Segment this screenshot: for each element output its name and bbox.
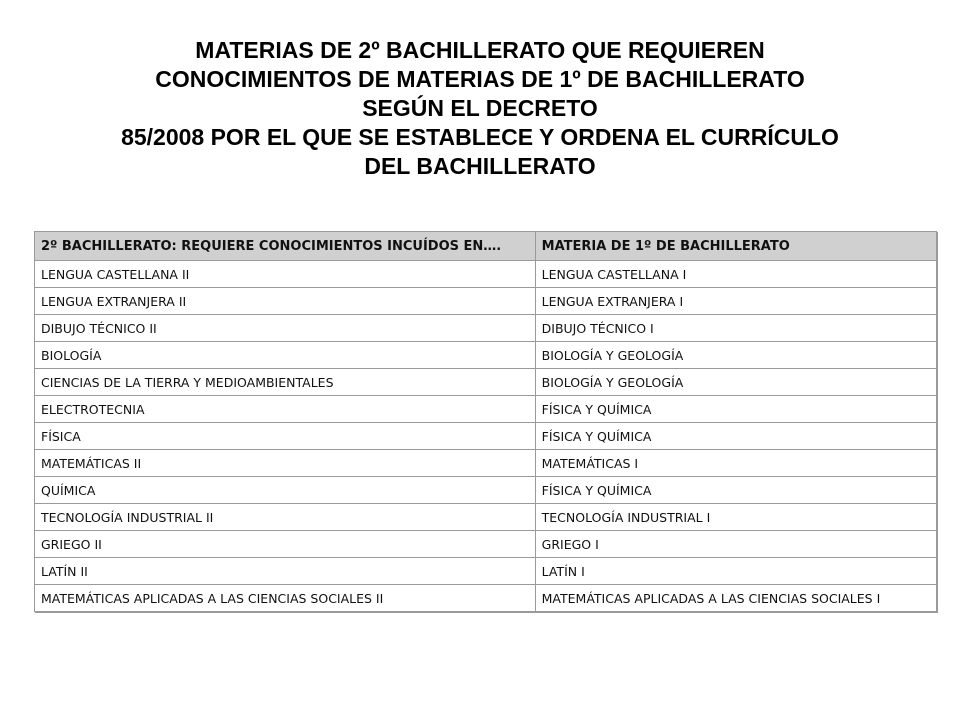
table-row [35, 585, 937, 612]
table-row [35, 396, 937, 423]
subject-2nd: BIOLOGÍA [35, 342, 536, 369]
table-row [35, 261, 937, 288]
subject-2nd: LATÍN II [35, 558, 536, 585]
subject-2nd: QUÍMICA [35, 477, 536, 504]
title-line-2: CONOCIMIENTOS DE MATERIAS DE 1º DE BACHILLERATO [155, 66, 805, 92]
subject-2nd: MATEMÁTICAS APLICADAS A LAS CIENCIAS SOCIALES II [35, 585, 536, 612]
slide-title [40, 36, 920, 181]
subject-1st: GRIEGO I [535, 531, 936, 558]
header-2nd-bachillerato: 2º BACHILLERATO: REQUIERE CONOCIMIENTOS INCUÍDOS EN…. [35, 232, 536, 261]
table-row [35, 315, 937, 342]
subject-1st: BIOLOGÍA Y GEOLOGÍA [535, 342, 936, 369]
title-line-1: MATERIAS DE 2º BACHILLERATO QUE REQUIEREN [195, 37, 765, 63]
subject-2nd: ELECTROTECNIA [35, 396, 536, 423]
subject-1st: DIBUJO TÉCNICO I [535, 315, 936, 342]
subject-1st: FÍSICA Y QUÍMICA [535, 423, 936, 450]
subject-2nd: GRIEGO II [35, 531, 536, 558]
subject-1st: MATEMÁTICAS APLICADAS A LAS CIENCIAS SOCIALES I [535, 585, 936, 612]
subject-2nd: CIENCIAS DE LA TIERRA Y MEDIOAMBIENTALES [35, 369, 536, 396]
table-row [35, 477, 937, 504]
table-row [35, 450, 937, 477]
subject-1st: LENGUA CASTELLANA I [535, 261, 936, 288]
title-line-3: SEGÚN EL DECRETO [362, 95, 598, 121]
subject-1st: FÍSICA Y QUÍMICA [535, 477, 936, 504]
subject-1st: LATÍN I [535, 558, 936, 585]
header-1st-bachillerato: MATERIA DE 1º DE BACHILLERATO [535, 232, 936, 261]
subject-2nd: LENGUA CASTELLANA II [35, 261, 536, 288]
subject-2nd: DIBUJO TÉCNICO II [35, 315, 536, 342]
subject-2nd: FÍSICA [35, 423, 536, 450]
subject-1st: MATEMÁTICAS I [535, 450, 936, 477]
subject-1st: BIOLOGÍA Y GEOLOGÍA [535, 369, 936, 396]
title-line-4: 85/2008 POR EL QUE SE ESTABLECE Y ORDENA EL CURRÍCULO [121, 124, 839, 150]
table-row [35, 369, 937, 396]
subject-2nd: TECNOLOGÍA INDUSTRIAL II [35, 504, 536, 531]
table-row [35, 531, 937, 558]
subject-2nd: MATEMÁTICAS II [35, 450, 536, 477]
title-line-5: DEL BACHILLERATO [364, 153, 596, 179]
table-row [35, 423, 937, 450]
table-row [35, 288, 937, 315]
table-row [35, 342, 937, 369]
subject-2nd: LENGUA EXTRANJERA II [35, 288, 536, 315]
subject-1st: LENGUA EXTRANJERA I [535, 288, 936, 315]
table-row [35, 504, 937, 531]
subject-1st: TECNOLOGÍA INDUSTRIAL I [535, 504, 936, 531]
subjects-table [34, 231, 937, 612]
table-header-row [35, 232, 937, 261]
table-row [35, 558, 937, 585]
subject-1st: FÍSICA Y QUÍMICA [535, 396, 936, 423]
